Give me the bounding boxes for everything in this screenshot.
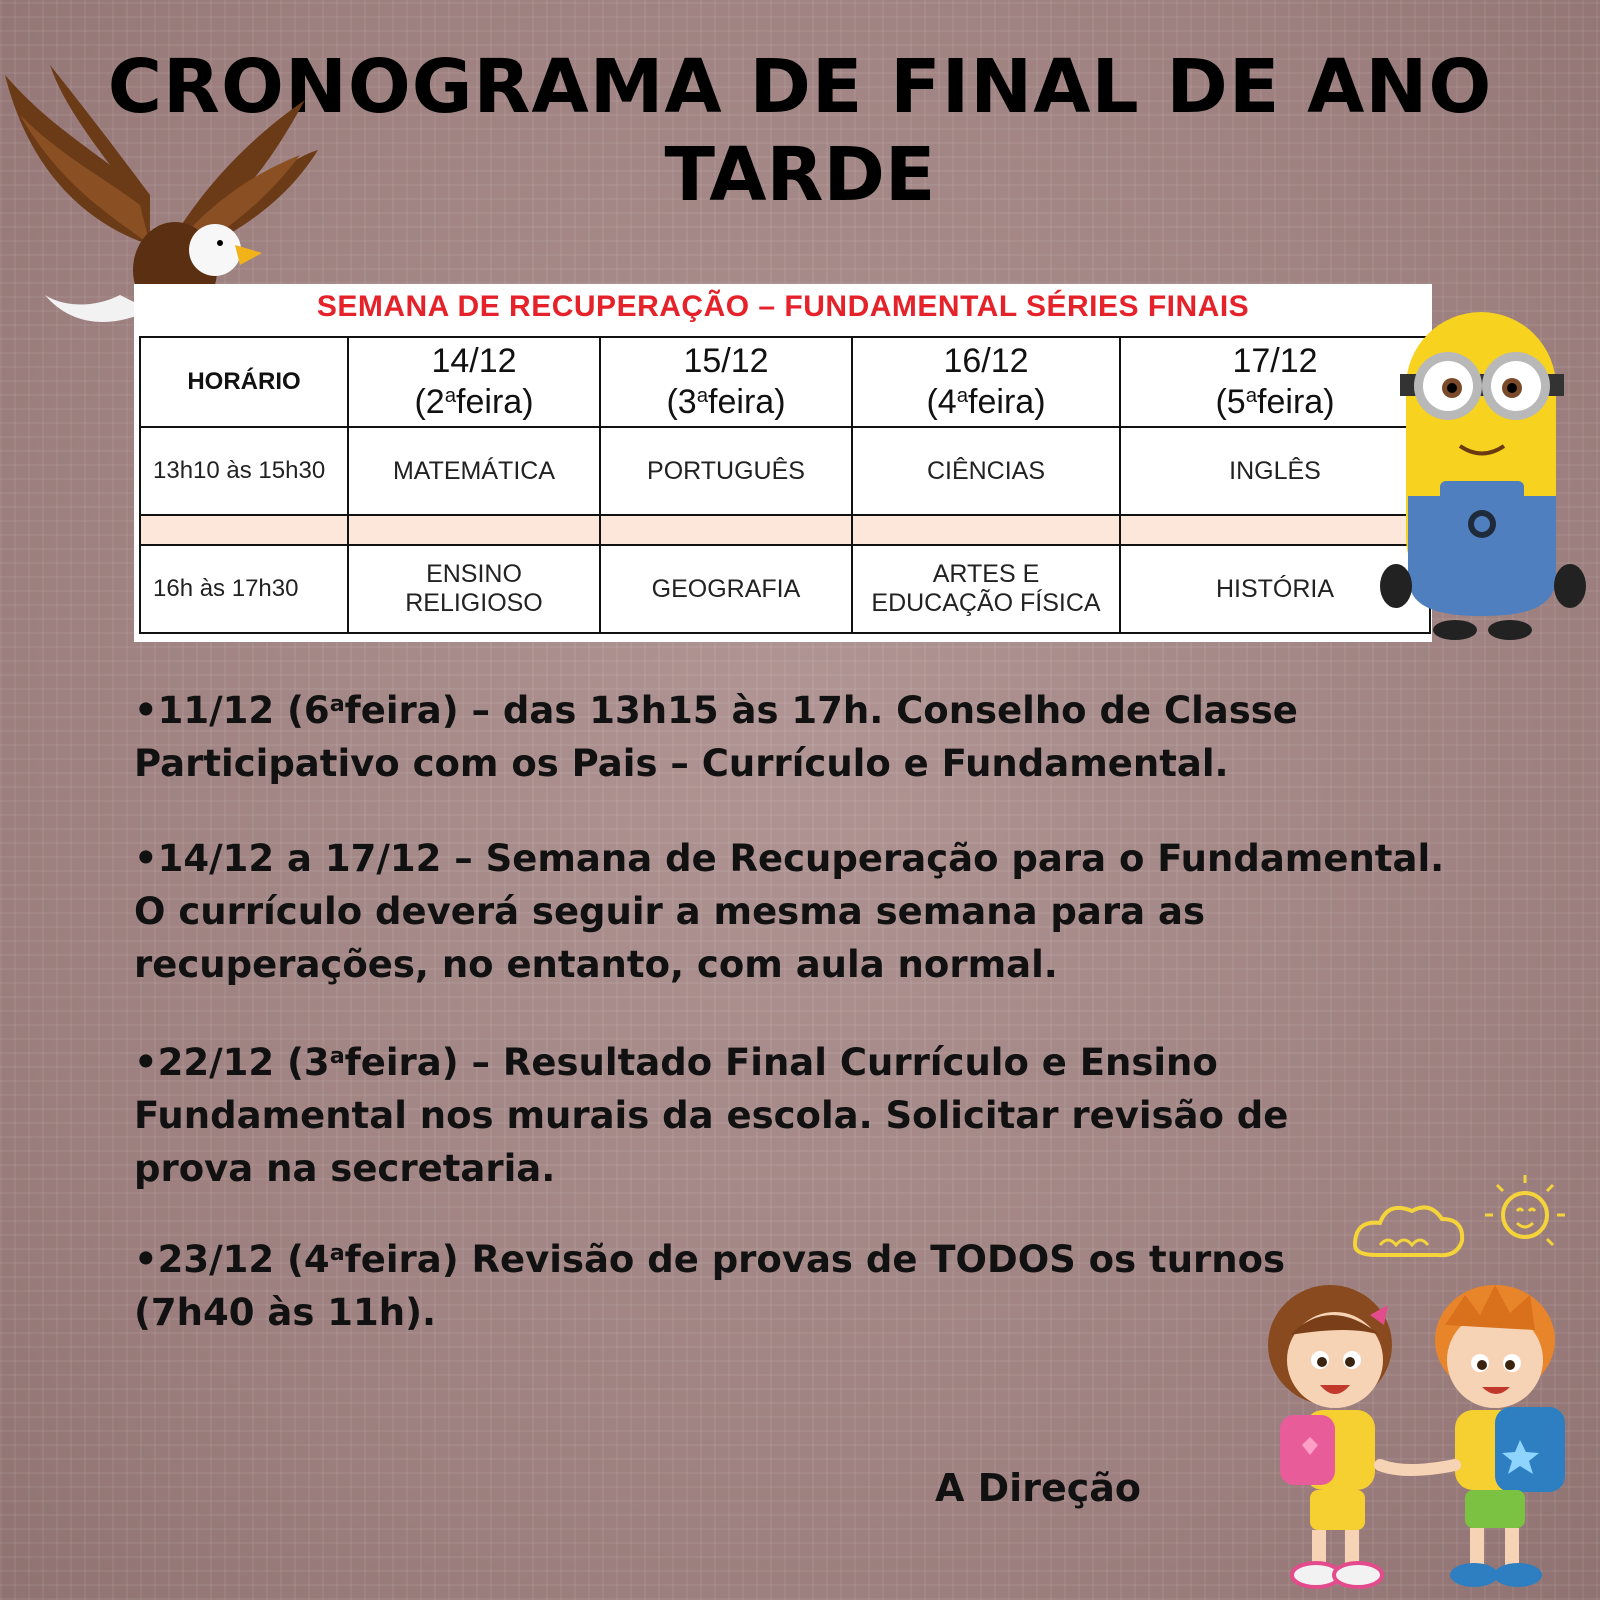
table-row <box>140 545 1430 633</box>
column-header-horario: HORÁRIO <box>140 337 348 427</box>
time-cell: 13h10 às 15h30 <box>140 427 348 515</box>
schedule-box <box>134 284 1432 642</box>
table-header-row <box>140 337 1430 427</box>
signature: A Direção <box>935 1466 1141 1510</box>
note-item: •11/12 (6$^a$feira) – das 13h15 às 17h. Conselho de Classe Participativo com os Pais – Currículo e Fundamental. <box>134 689 1298 786</box>
minion-illustration <box>1380 296 1592 644</box>
subject-cell: ARTES E EDUCAÇÃO FÍSICA <box>852 545 1120 633</box>
schedule-heading: SEMANA DE RECUPERAÇÃO – FUNDAMENTAL SÉRIES FINAIS <box>316 290 1250 323</box>
subject-cell: CIÊNCIAS <box>852 427 1120 515</box>
column-header-day: 15/12 (3$^a$feira) <box>600 337 852 427</box>
note-item: •23/12 (4$^a$feira) Revisão de provas de TODOS os turnos (7h40 às 11h). <box>134 1238 1286 1335</box>
subject-cell: ENSINO RELIGIOSO <box>348 545 600 633</box>
spacer-row <box>140 515 1430 545</box>
table-row <box>140 427 1430 515</box>
page-title-line-2: TARDE <box>664 132 936 218</box>
subject-cell: MATEMÁTICA <box>348 427 600 515</box>
column-header-day: 14/12 (2$^a$feira) <box>348 337 600 427</box>
note-item: •14/12 a 17/12 – Semana de Recuperação para o Fundamental. O currículo deverá seguir a mesma semana para as recuperações, no entanto, com aula normal. <box>134 837 1445 986</box>
sun-cloud-doodle <box>1345 1175 1575 1285</box>
column-header-day: 17/12 (5$^a$feira) <box>1120 337 1430 427</box>
subject-cell: INGLÊS <box>1120 427 1430 515</box>
time-cell: 16h às 17h30 <box>140 545 348 633</box>
subject-cell: PORTUGUÊS <box>600 427 852 515</box>
note-item: •22/12 (3$^a$feira) – Resultado Final Currículo e Ensino Fundamental nos murais da escola. Solicitar revisão de prova na secretaria. <box>134 1041 1289 1191</box>
page-title-line-1: CRONOGRAMA DE FINAL DE ANO <box>107 44 1493 130</box>
schedule-table <box>139 336 1431 634</box>
children-illustration <box>1250 1275 1595 1600</box>
subject-cell: HISTÓRIA <box>1120 545 1430 633</box>
column-header-day: 16/12 (4$^a$feira) <box>852 337 1120 427</box>
subject-cell: GEOGRAFIA <box>600 545 852 633</box>
